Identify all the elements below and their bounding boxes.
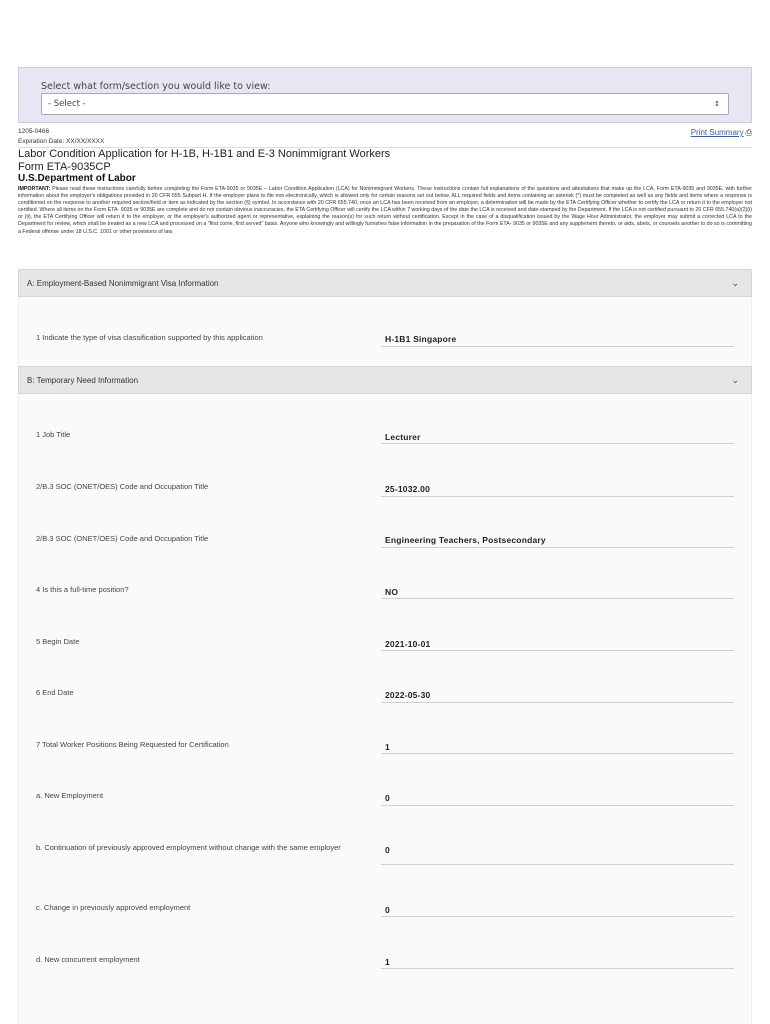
field-value: Engineering Teachers, Postsecondary xyxy=(385,535,546,545)
field-underline xyxy=(381,702,734,703)
omb-number: 1205-0466 xyxy=(18,128,50,135)
form-number: Form ETA-9035CP xyxy=(18,161,111,173)
field-value: 0 xyxy=(385,845,390,855)
field-value: 1 xyxy=(385,957,390,967)
field-value: 2021-10-01 xyxy=(385,639,431,649)
field-value: H-1B1 Singapore xyxy=(385,334,457,344)
print-summary-label: Print Summary xyxy=(690,128,744,137)
department-name: U.S.Department of Labor xyxy=(18,173,136,184)
field-label: 2/B.3 SOC (ONET/OES) Code and Occupation Title xyxy=(36,482,209,491)
select-value: - Select - xyxy=(48,99,86,109)
important-text: Please read these instructions carefully before completing the Form ETA-9035 or 9035E – Labor Condition Application (LCA) for Nonimmigrant Workers. These instructions contain full explanations of the questions and attestations that make up the LCA, Form ETA-9035 and 9035E, with further information about the employer's obligations provided in 20 CFR 655 Subpart H. If the employer plans to file non-electronically, which is allowed only for certain reasons set out below, ALL required fields and items containing an asterisk (*) must be completed as well as any fields and items where a response is conditioned on the response to another required section/field or item as indicated by the section (§) symbol. In accordance with 20 CFR 655.740, once an LCA has been received from an employer, a determination will be made by the ETA Certifying Officer whether to certify the LCA or return it to the employer not certified. Where all items on the Form ETA- 9035 or 9035E are complete and do not contain obvious inaccuracies, the ETA Certifying Officer will certify the LCA within 7 working days of the date the LCA is received and date-stamped by the Department. If the LCA is not certified pursuant to 20 CFR 655.740(a)(2)(i) or (ii), the ETA Certifying Officer will return it to the employer, or the employer's authorized agent or representative, explaining the reason(s) for such return without certification. Except in the case of a disqualification issued by the Wage Hour Administrator, the employer may submit a corrected LCA to the Department for review, which shall be treated as a new LCA and processed on a "first come, first served" basis. Anyone who knowingly and willingly furnishes false information in the preparation of the Form ETA- 9035 or 9035E and any supplement thereto, or aids, abets, or counsels another to do so is committing a Federal offense under 18 U.S.C. 1001 or other provisions of law. xyxy=(18,186,752,235)
section-a-header[interactable] xyxy=(18,269,752,297)
field-underline xyxy=(381,598,734,599)
field-label: d. New concurrent employment xyxy=(36,955,140,964)
field-value: 0 xyxy=(385,793,390,803)
field-underline xyxy=(381,547,734,548)
field-label: 1 Indicate the type of visa classification supported by this application xyxy=(36,333,263,342)
field-value: NO xyxy=(385,587,399,597)
field-underline xyxy=(381,753,734,754)
field-value: 1 xyxy=(385,742,390,752)
section-a-panel xyxy=(18,297,752,366)
field-label: 2/B.3 SOC (ONET/OES) Code and Occupation Title xyxy=(36,534,209,543)
important-notice xyxy=(18,186,752,236)
field-value: 0 xyxy=(385,905,390,915)
field-label: b. Continuation of previously approved employment without change with the same employer xyxy=(36,843,341,852)
field-label: a. New Employment xyxy=(36,791,104,800)
field-label: 6 End Date xyxy=(36,688,74,697)
printer-icon: ⎙ xyxy=(745,128,752,137)
expiration-date: Expiration Date: XX/XX/XXXX xyxy=(18,138,105,145)
field-value: 2022-05-30 xyxy=(385,690,431,700)
important-lead: IMPORTANT: xyxy=(18,186,51,192)
field-label: c. Change in previously approved employment xyxy=(36,903,191,912)
field-underline xyxy=(381,650,734,651)
form-section-selector-panel xyxy=(18,67,752,123)
field-label: 1 Job Title xyxy=(36,430,71,439)
field-label: 7 Total Worker Positions Being Requested for Certification xyxy=(36,740,229,749)
field-underline xyxy=(381,864,734,865)
field-label: 4 Is this a full-time position? xyxy=(36,585,129,594)
select-arrows-icon: ↕ xyxy=(714,100,720,108)
section-b-title: B: Temporary Need Information xyxy=(27,376,139,385)
chevron-down-icon: ⌄ xyxy=(731,375,739,385)
chevron-down-icon: ⌄ xyxy=(731,278,739,288)
section-b-header[interactable] xyxy=(18,366,752,394)
field-value: 25-1032.00 xyxy=(385,484,431,494)
form-section-select[interactable] xyxy=(41,93,729,115)
field-underline xyxy=(381,346,734,347)
field-value: Lecturer xyxy=(385,432,421,442)
form-title: Labor Condition Application for H-1B, H-1B1 and E-3 Nonimmigrant Workers xyxy=(18,148,391,160)
section-a-title: A: Employment-Based Nonimmigrant Visa Information xyxy=(27,279,219,288)
field-underline xyxy=(381,916,734,917)
field-underline xyxy=(381,968,734,969)
field-underline xyxy=(381,443,734,444)
selector-label: Select what form/section you would like to view: xyxy=(41,81,271,92)
print-summary-link[interactable] xyxy=(691,128,752,138)
field-underline xyxy=(381,805,734,806)
field-label: 5 Begin Date xyxy=(36,637,80,646)
field-underline xyxy=(381,496,734,497)
